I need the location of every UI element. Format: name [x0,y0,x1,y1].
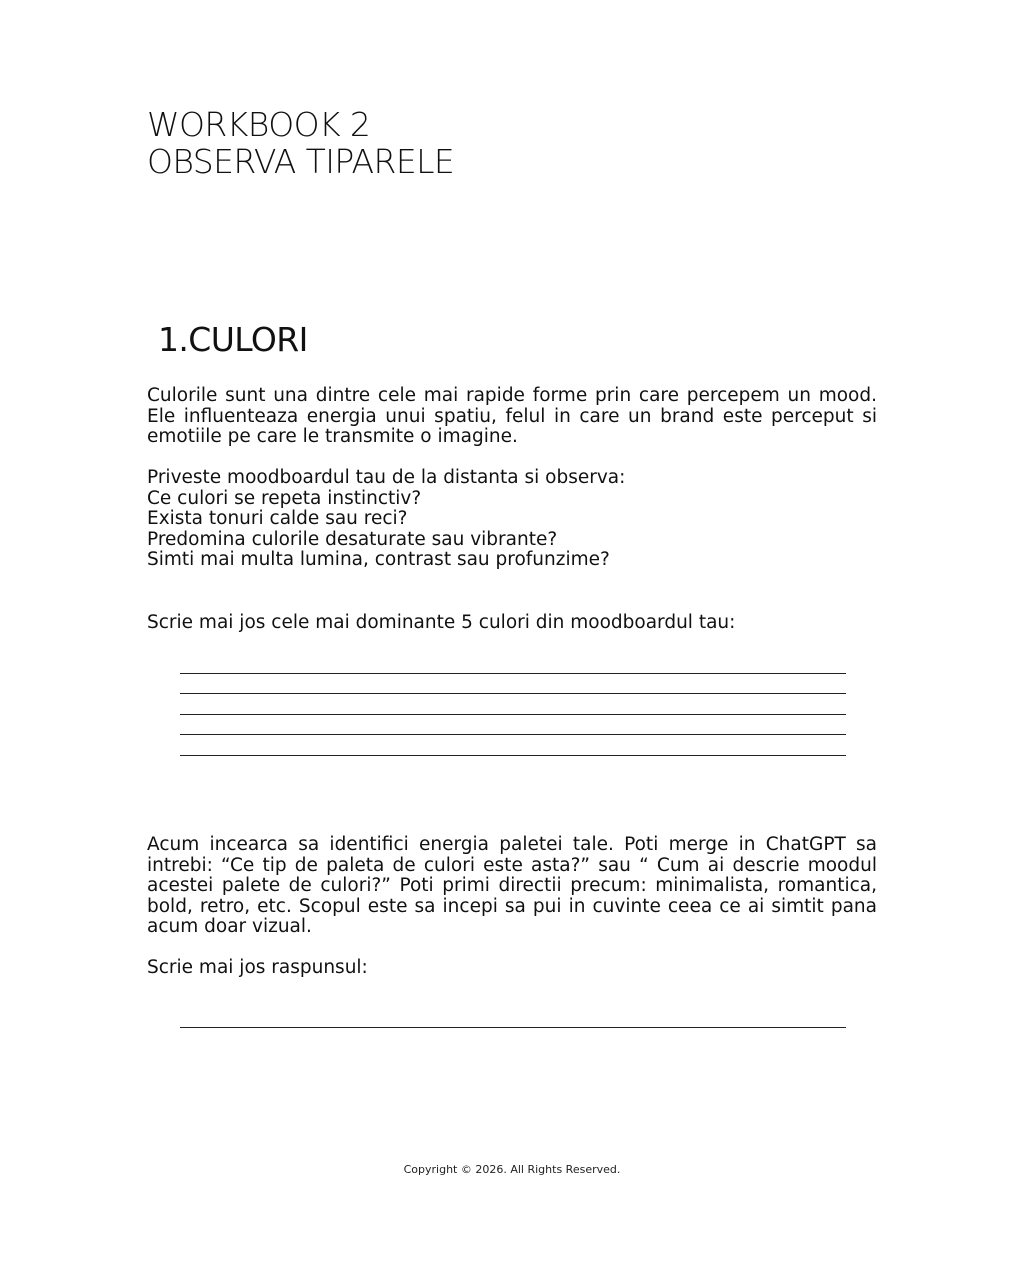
question-item: Ce culori se repeta instinctiv? [147,487,422,509]
question-item: Exista tonuri calde sau reci? [147,508,408,529]
intro-paragraph: Culorile sunt una dintre cele mai rapide forme prin care percepem un mood. Ele influenteaza energia unui spatiu, felul in care un brand este perceput si emotiile pe care le transmite o imagine. [147,385,877,447]
palette-paragraph: Acum incearca sa identifici energia paletei tale. Poti merge in ChatGPT sa intrebi: “Ce tip de paleta de culori este asta?” sau “ Cum ai descrie moodul acestei palete de culori?” Poti primi directii precum: minimalista, romantica, bold, retro, etc. Scopul este sa incepi sa pui in cuvinte ceea ce ai simtit pana acum doar vizual. [147,834,877,937]
page-title [147,106,454,180]
title-line-1: WORKBOOK 2 [147,105,371,144]
section-heading: 1.CULORI [158,320,308,359]
question-item: Predomina culorile desaturate sau vibrante? [147,528,558,550]
question-item: Simti mai multa lumina, contrast sau profunzime? [147,549,610,570]
color-answer-line[interactable] [180,653,846,674]
color-answer-line[interactable] [180,715,846,736]
colors-answer-lines [180,653,846,756]
copyright-footer: Copyright © 2026. All Rights Reserved. [403,1163,621,1176]
color-answer-line[interactable] [180,694,846,715]
palette-answer-line[interactable] [180,1007,846,1028]
title-line-2: OBSERVA TIPARELE [147,142,455,181]
answer-prompt: Scrie mai jos raspunsul: [147,957,368,978]
question-item: Priveste moodboardul tau de la distanta si observa: [147,467,626,488]
colors-prompt: Scrie mai jos cele mai dominante 5 culori din moodboardul tau: [147,612,736,633]
color-answer-line[interactable] [180,674,846,695]
questions-list [147,468,877,571]
color-answer-line[interactable] [180,735,846,756]
